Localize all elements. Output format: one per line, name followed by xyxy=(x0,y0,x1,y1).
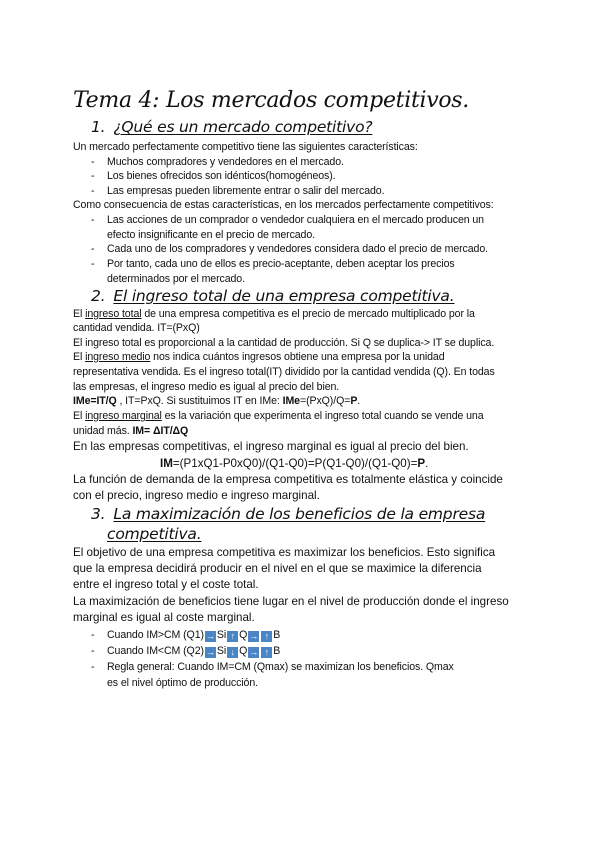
paragraph-line: El ingreso marginal es la variación que experimenta el ingreso total cuando se vende una xyxy=(73,410,484,422)
section-title: La maximización de los beneficios de la empresa xyxy=(113,505,486,523)
term-ingreso-total: ingreso total xyxy=(85,308,142,320)
section-3-heading xyxy=(91,505,485,523)
paragraph-line: las empresas, el ingreso medio es igual al precio del bien. xyxy=(73,381,340,393)
page-title: Tema 4: Los mercados competitivos. xyxy=(73,88,469,113)
section-title: competitiva. xyxy=(107,525,202,543)
paragraph-line: La función de demanda de la empresa competitiva es totalmente elástica y coincide xyxy=(73,473,503,486)
paragraph: En las empresas competitivas, el ingreso marginal es igual al precio del bien. xyxy=(73,440,469,453)
section-title: El ingreso total de una empresa competitiva. xyxy=(113,287,455,305)
list-item-line: determinados por el mercado. xyxy=(107,273,245,285)
bullet-marker: - xyxy=(91,156,95,168)
bullet-marker: - xyxy=(91,214,95,226)
arrow-right-icon: → xyxy=(249,631,259,641)
paragraph-line: unidad más. IM= ΔIT/ΔQ xyxy=(73,425,189,437)
paragraph-line: El objetivo de una empresa competitiva es maximizar los beneficios. Esto significa xyxy=(73,546,496,559)
arrow-right-icon: → xyxy=(249,647,259,657)
arrow-up-icon: ↑ xyxy=(261,631,272,642)
paragraph-line: marginal es igual al coste marginal. xyxy=(73,611,255,624)
section-number: 3. xyxy=(91,505,106,523)
term-ingreso-medio: ingreso medio xyxy=(85,351,151,363)
paragraph-line: El ingreso medio nos indica cuántos ingresos obtiene una empresa por la unidad xyxy=(73,351,445,363)
paragraph-line: con el precio, ingreso medio e ingreso marginal. xyxy=(73,489,320,502)
bullet-marker: - xyxy=(91,258,95,270)
paragraph-line: El ingreso total de una empresa competitiva es el precio de mercado multiplicado por la xyxy=(73,308,475,320)
arrow-right-icon: → xyxy=(205,647,215,657)
list-item: Muchos compradores y vendedores en el mercado. xyxy=(107,156,344,168)
bullet-marker: - xyxy=(91,243,95,255)
paragraph: Un mercado perfectamente competitivo tiene las siguientes características: xyxy=(73,141,418,153)
list-item-line: Cada uno de los compradores y vendedores considera dado el precio de mercado. xyxy=(107,243,488,255)
section-1-heading xyxy=(91,118,372,136)
list-item-line: es el nivel óptimo de producción. xyxy=(107,677,258,689)
formula-line: IM=(P1xQ1-P0xQ0)/(Q1-Q0)=P(Q1-Q0)/(Q1-Q0)=P. xyxy=(160,457,429,470)
section-number: 2. xyxy=(91,287,106,305)
paragraph: El ingreso total es proporcional a la cantidad de producción. Si Q se duplica-> IT se duplica. xyxy=(73,337,495,349)
bullet-marker: - xyxy=(91,185,95,197)
paragraph-line: cantidad vendida. IT=(PxQ) xyxy=(73,322,200,334)
arrow-right-icon: → xyxy=(205,631,215,641)
list-item-case-2: Cuando IM<CM (Q2) → Si ↓ Q → ↑ B xyxy=(107,645,281,657)
list-item-line: Las acciones de un comprador o vendedor cualquiera en el mercado producen un xyxy=(107,214,484,226)
term-ingreso-marginal: ingreso marginal xyxy=(85,410,162,422)
paragraph-line: La maximización de beneficios tiene lugar en el nivel de producción donde el ingreso xyxy=(73,595,509,608)
list-item: Las empresas pueden libremente entrar o salir del mercado. xyxy=(107,185,385,197)
list-item: Los bienes ofrecidos son idénticos(homogéneos). xyxy=(107,170,336,182)
section-number: 1. xyxy=(91,118,106,136)
arrow-up-icon: ↑ xyxy=(227,631,238,642)
bullet-marker: - xyxy=(91,629,95,641)
list-item-line: efecto insignificante en el precio de mercado. xyxy=(107,229,315,241)
list-item-case-1: Cuando IM>CM (Q1) → Si ↑ Q → ↑ B xyxy=(107,629,281,641)
section-title: ¿Qué es un mercado competitivo? xyxy=(113,118,373,136)
section-3-heading-cont xyxy=(107,525,201,543)
list-item-line: Regla general: Cuando IM=CM (Qmax) se maximizan los beneficios. Qmax xyxy=(107,661,454,673)
bullet-marker: - xyxy=(91,645,95,657)
arrow-up-icon: ↑ xyxy=(261,647,272,658)
paragraph-line: representativa vendida. Es el ingreso total(IT) dividido por la cantidad vendida (Q). En todas xyxy=(73,366,495,378)
bullet-marker: - xyxy=(91,170,95,182)
paragraph: Como consecuencia de estas características, en los mercados perfectamente competitivos: xyxy=(73,199,494,211)
section-2-heading xyxy=(91,287,454,305)
bullet-marker: - xyxy=(91,661,95,673)
formula-line: IMe=IT/Q , IT=PxQ. Si sustituimos IT en IMe: IMe=(PxQ)/Q=P. xyxy=(73,395,361,407)
paragraph-line: entre el ingreso total y el coste total. xyxy=(73,578,259,591)
arrow-down-icon: ↓ xyxy=(227,647,238,658)
list-item-line: Por tanto, cada uno de ellos es precio-aceptante, deben aceptar los precios xyxy=(107,258,455,270)
paragraph-line: que la empresa decidirá producir en el nivel en el que se maximice la diferencia xyxy=(73,562,482,575)
